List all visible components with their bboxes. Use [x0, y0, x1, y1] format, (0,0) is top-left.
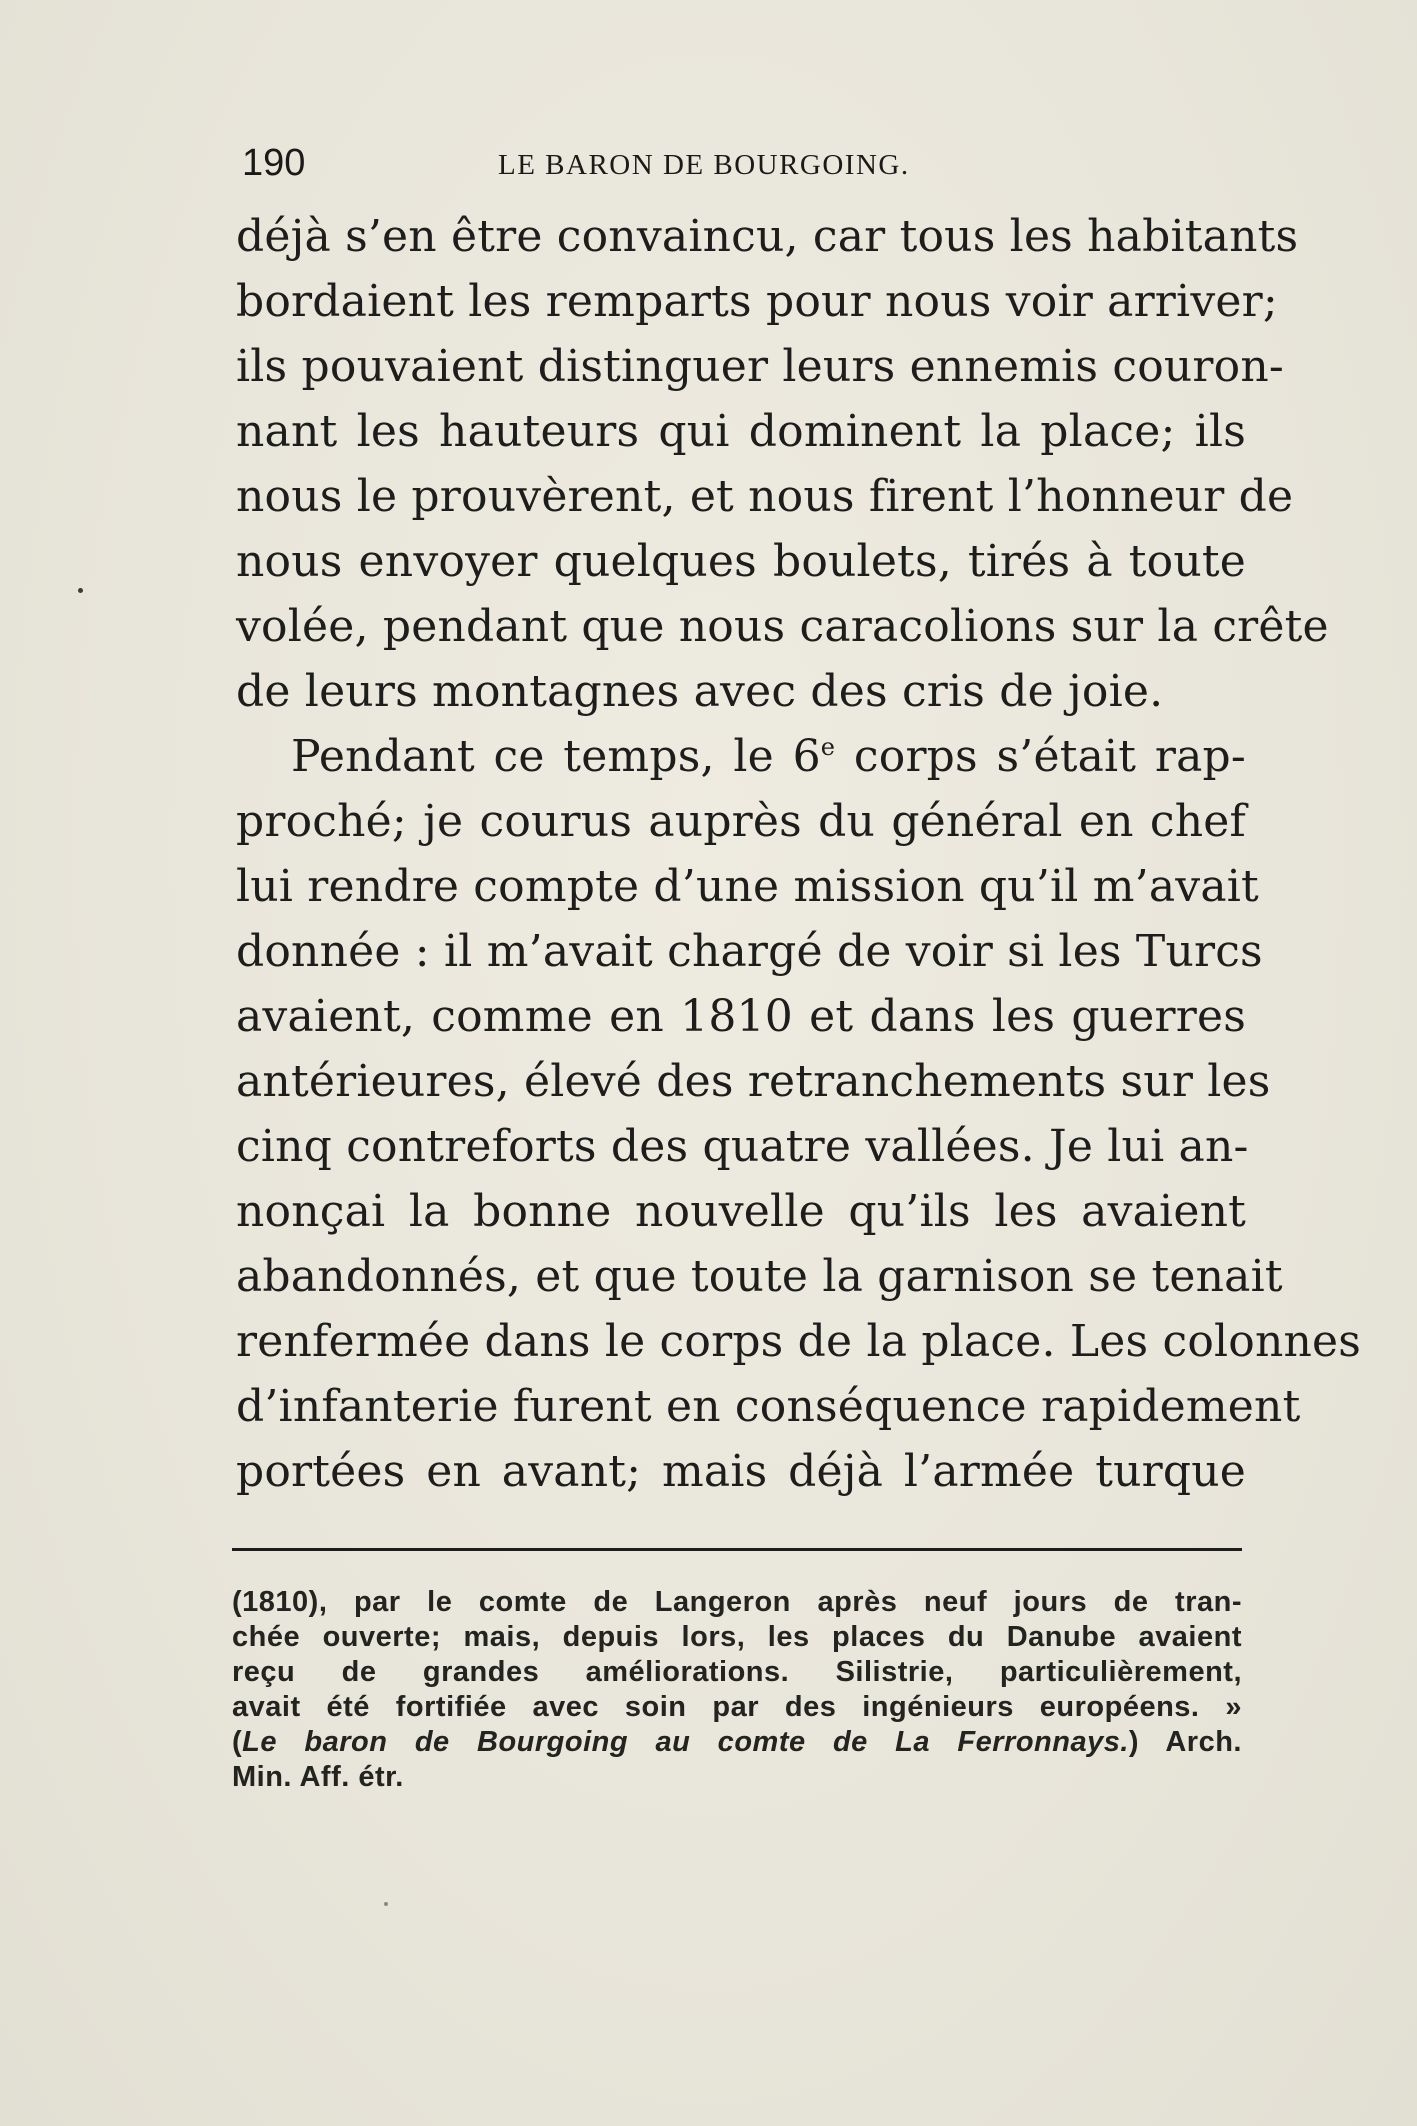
footnote-line: (1810), par le comte de Langeron après neuf jours de tran-: [232, 1586, 1242, 1618]
body-text: [236, 204, 1362, 1504]
text-line: antérieures, élevé des retranchements sur les: [236, 1056, 1271, 1107]
text-line: nant les hauteurs qui dominent la place; ils: [236, 406, 1246, 457]
text-line: bordaient les remparts pour nous voir arriver;: [236, 276, 1278, 327]
text-line: portées en avant; mais déjà l’armée turque: [236, 1446, 1246, 1497]
paper-speck: [384, 1902, 388, 1906]
text-segment: corps s’était rap-: [835, 731, 1246, 782]
footnote-citation-line: [232, 1725, 1242, 1760]
footnote-line: reçu de grandes améliorations. Silistrie, particulièrement,: [232, 1656, 1242, 1688]
text-line: renfermée dans le corps de la place. Les colonnes: [236, 1316, 1362, 1367]
text-line: volée, pendant que nous caracolions sur la crête: [236, 601, 1329, 652]
text-line: donnée : il m’avait chargé de voir si les Turcs: [236, 926, 1263, 977]
text-line: nous envoyer quelques boulets, tirés à toute: [236, 536, 1246, 587]
paragraph-first-line: [236, 724, 1246, 789]
text-line: ils pouvaient distinguer leurs ennemis couron-: [236, 341, 1284, 392]
text-line: nous le prouvèrent, et nous firent l’honneur de: [236, 471, 1294, 522]
footnote-line: avait été fortifiée avec soin par des ingénieurs européens. »: [232, 1691, 1242, 1723]
footnote-line: Min. Aff. étr.: [232, 1761, 404, 1793]
citation-title: Le baron de Bourgoing au comte de La Ferronnays.: [242, 1726, 1129, 1758]
text-line: déjà s’en être convaincu, car tous les habitants: [236, 211, 1299, 262]
running-head: [242, 138, 1017, 188]
text-segment: (: [232, 1726, 243, 1758]
page-number: 190: [242, 142, 306, 184]
footnote-divider: [232, 1548, 1242, 1551]
footnote: [232, 1585, 1242, 1795]
text-line: abandonnés, et que toute la garnison se tenait: [236, 1251, 1283, 1302]
text-line: de leurs montagnes avec des cris de joie.: [236, 666, 1164, 717]
text-line: avaient, comme en 1810 et dans les guerres: [236, 991, 1246, 1042]
text-line: nonçai la bonne nouvelle qu’ils les avaient: [236, 1186, 1246, 1237]
text-segment: ) Arch.: [1128, 1726, 1242, 1758]
text-line: d’infanterie furent en conséquence rapidement: [236, 1381, 1301, 1432]
text-line: proché; je courus auprès du général en chef: [236, 796, 1246, 847]
footnote-line: chée ouverte; mais, depuis lors, les places du Danube avaient: [232, 1621, 1242, 1653]
superscript: e: [820, 733, 836, 761]
running-title: LE BARON DE BOURGOING.: [498, 149, 910, 181]
text-line: lui rendre compte d’une mission qu’il m’avait: [236, 861, 1259, 912]
text-line: cinq contreforts des quatre vallées. Je lui an-: [236, 1121, 1249, 1172]
text-segment: Pendant ce temps, le 6: [291, 731, 821, 782]
paper-speck: [78, 588, 83, 593]
